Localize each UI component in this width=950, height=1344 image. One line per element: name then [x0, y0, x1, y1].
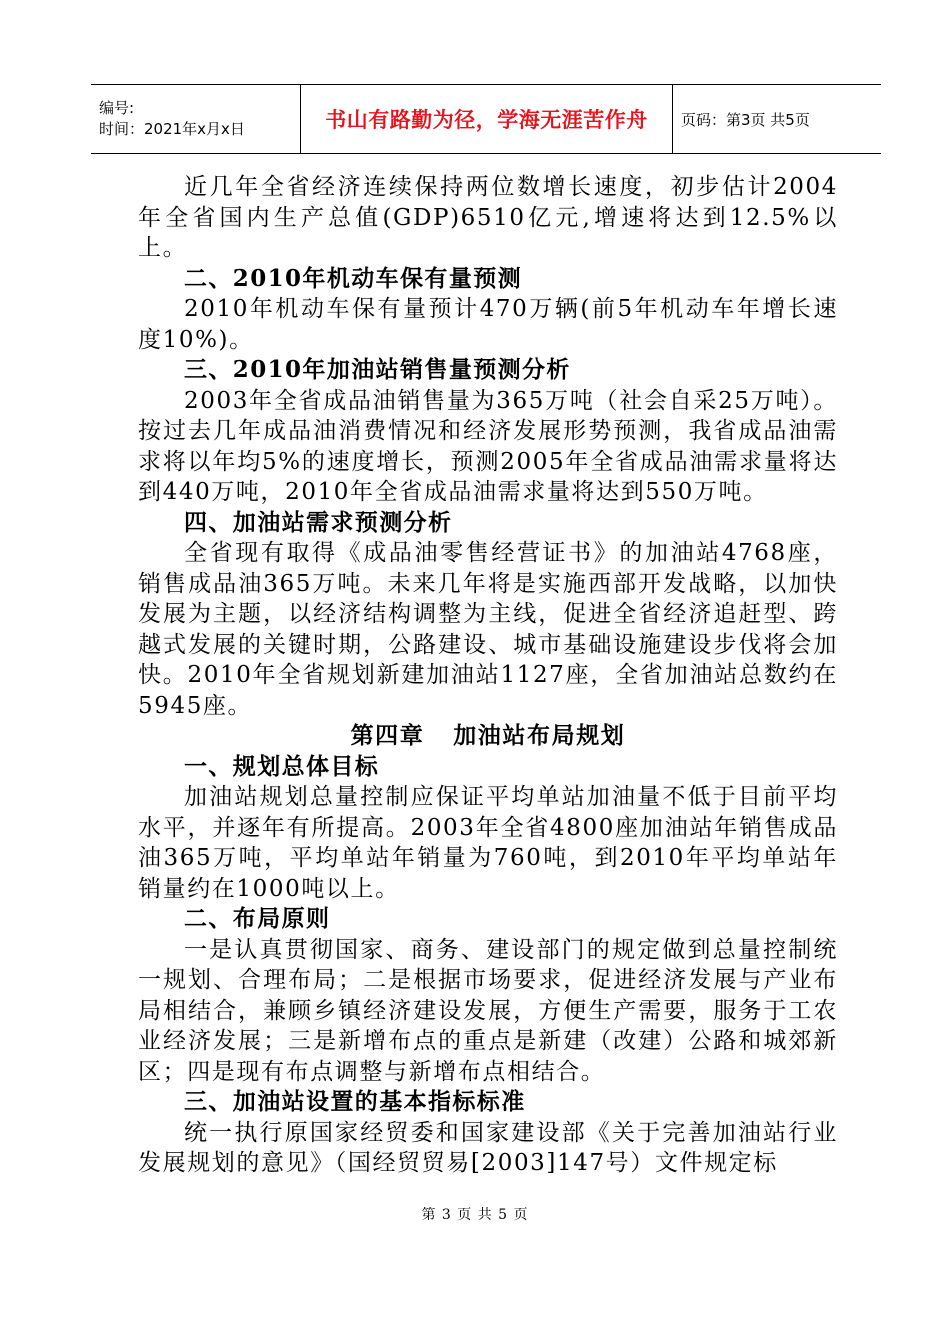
header-meta: [91, 85, 301, 154]
paragraph-goal: 加油站规划总量控制应保证平均单站加油量不低于目前平均水平，并逐年有所提高。2003年全省4800座加油站年销售成品油365万吨，平均单站年销量为760吨，到2010年平均单站年销量约在1000吨以上。: [138, 784, 838, 902]
paragraph-vehicles: 2010年机动车保有量预计470万辆(前5年机动车年增长速度10%)。: [138, 296, 838, 353]
number-label: 编号:: [99, 99, 135, 117]
paragraph-standards: 统一执行原国家经贸委和国家建设部《关于完善加油站行业发展规划的意见》（国经贸贸易[2003]147号）文件规定标: [138, 1119, 838, 1176]
paragraph-demand: 全省现有取得《成品油零售经营证书》的加油站4768座，销售成品油365万吨。未来几年将是实施西部开发战略，以加快发展为主题，以经济结构调整为主线，促进全省经济追赶型、跨越式发展的关键时期，公路建设、城市基础设施建设步伐将会加快。2010年全省规划新建加油站1127座，全省加油站总数约在5945座。: [138, 540, 838, 719]
chapter-title: 第四章 加油站布局规划: [350, 722, 626, 749]
page-footer: 第 3 页 共 5 页: [421, 1207, 529, 1223]
paragraph-economy: 近几年全省经济连续保持两位数增长速度，初步估计2004年全省国内生产总值(GDP)6510亿元,增速将达到12.5%以上。: [138, 174, 838, 261]
heading-standards: 三、加油站设置的基本指标标准: [184, 1088, 526, 1115]
heading-vehicle-forecast: 二、2010年机动车保有量预测: [184, 264, 523, 292]
paragraph-sales: 2003年全省成品油销售量为365万吨（社会自采25万吨）。按过去几年成品油消费情况和经济发展形势预测，我省成品油需求将以年均5%的速度增长，预测2005年全省成品油需求量将达到440万吨，2010年全省成品油需求量将达到550万吨。: [138, 387, 838, 505]
header-page-label: 页码：第3页 共5页: [681, 110, 810, 129]
heading-principles: 二、布局原则: [184, 905, 331, 932]
paragraph-principles: 一是认真贯彻国家、商务、建设部门的规定做到总量控制统一规划、合理布局；二是根据市场要求，促进经济发展与产业布局相结合，兼顾乡镇经济建设发展，方便生产需要，服务于工农业经济发展；三是新增布点的重点是新建（改建）公路和城郊新区；四是现有布点调整与新增布点相结合。: [138, 936, 838, 1085]
heading-overall-goal: 一、规划总体目标: [184, 752, 380, 780]
document-body: [138, 172, 838, 1179]
heading-demand-forecast: 四、加油站需求预测分析: [184, 508, 453, 536]
header-motto: 书山有路勤为径，学海无涯苦作舟: [301, 85, 673, 154]
date-label: 时间：2021年x月x日: [99, 120, 245, 138]
heading-sales-forecast: 三、2010年加油站销售量预测分析: [184, 356, 571, 383]
document-header: [91, 84, 881, 154]
